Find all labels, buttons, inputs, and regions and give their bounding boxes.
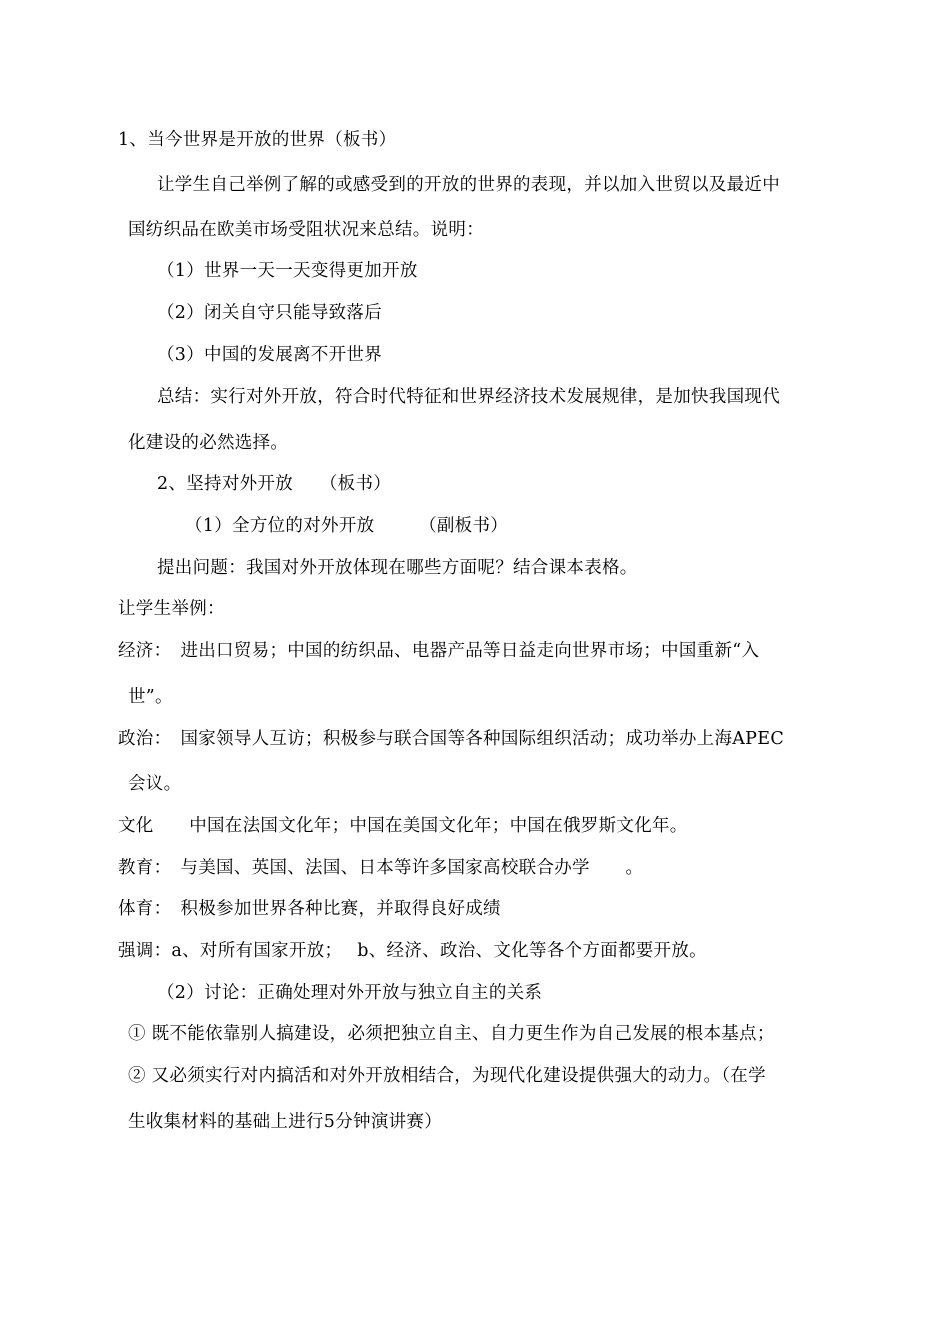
heading-2: 2、坚持对外开放 （板书）: [157, 474, 392, 494]
question: 提出问题：我国对外开放体现在哪些方面呢？结合课本表格。: [157, 558, 638, 578]
example-sports: 体育： 积极参加世界各种比赛，并取得良好成绩: [118, 899, 501, 919]
example-economy-cont: 世”。: [128, 687, 173, 707]
point-2: ② 又必须实行对内搞活和对外开放相结合，为现代化建设提供强大的动力。（在学: [128, 1066, 766, 1086]
example-education: 教育： 与美国、英国、法国、日本等许多国家高校联合办学 。: [118, 858, 644, 878]
summary: 总结：实行对外开放，符合时代特征和世界经济技术发展规律，是加快我国现代: [157, 387, 780, 407]
emphasis: 强调：a、对所有国家开放； b、经济、政治、文化等各个方面都要开放。: [118, 941, 707, 961]
heading-1: 1、当今世界是开放的世界（板书）: [118, 130, 397, 150]
example-economy: 经济： 进出口贸易；中国的纺织品、电器产品等日益走向世界市场；中国重新“入: [118, 641, 760, 661]
summary-cont: 化建设的必然选择。: [128, 433, 289, 453]
subheading-2: （2）讨论：正确处理对外开放与独立自主的关系: [157, 983, 543, 1003]
list-item-1: （1）世界一天一天变得更加开放: [157, 261, 418, 281]
example-politics: 政治： 国家领导人互访；积极参与联合国等各种国际组织活动；成功举办上海APEC: [118, 729, 785, 749]
list-item-2: （2）闭关自守只能导致落后: [157, 303, 383, 323]
example-politics-cont: 会议。: [128, 774, 182, 794]
paragraph-intro-cont: 国纺织品在欧美市场受阻状况来总结。说明：: [128, 220, 484, 240]
paragraph-intro: 让学生自己举例了解的或感受到的开放的世界的表现，并以加入世贸以及最近中: [157, 175, 780, 195]
point-2-cont: 生收集材料的基础上进行5分钟演讲赛）: [128, 1112, 443, 1132]
subheading-1: （1）全方位的对外开放 （副板书）: [185, 516, 509, 536]
example-culture: 文化 中国在法国文化年；中国在美国文化年；中国在俄罗斯文化年。: [118, 816, 688, 836]
point-1: ① 既不能依靠别人搞建设，必须把独立自主、自力更生作为自己发展的根本基点；: [128, 1024, 775, 1044]
list-item-3: （3）中国的发展离不开世界: [157, 345, 383, 365]
examples-intro: 让学生举例：: [118, 599, 225, 619]
